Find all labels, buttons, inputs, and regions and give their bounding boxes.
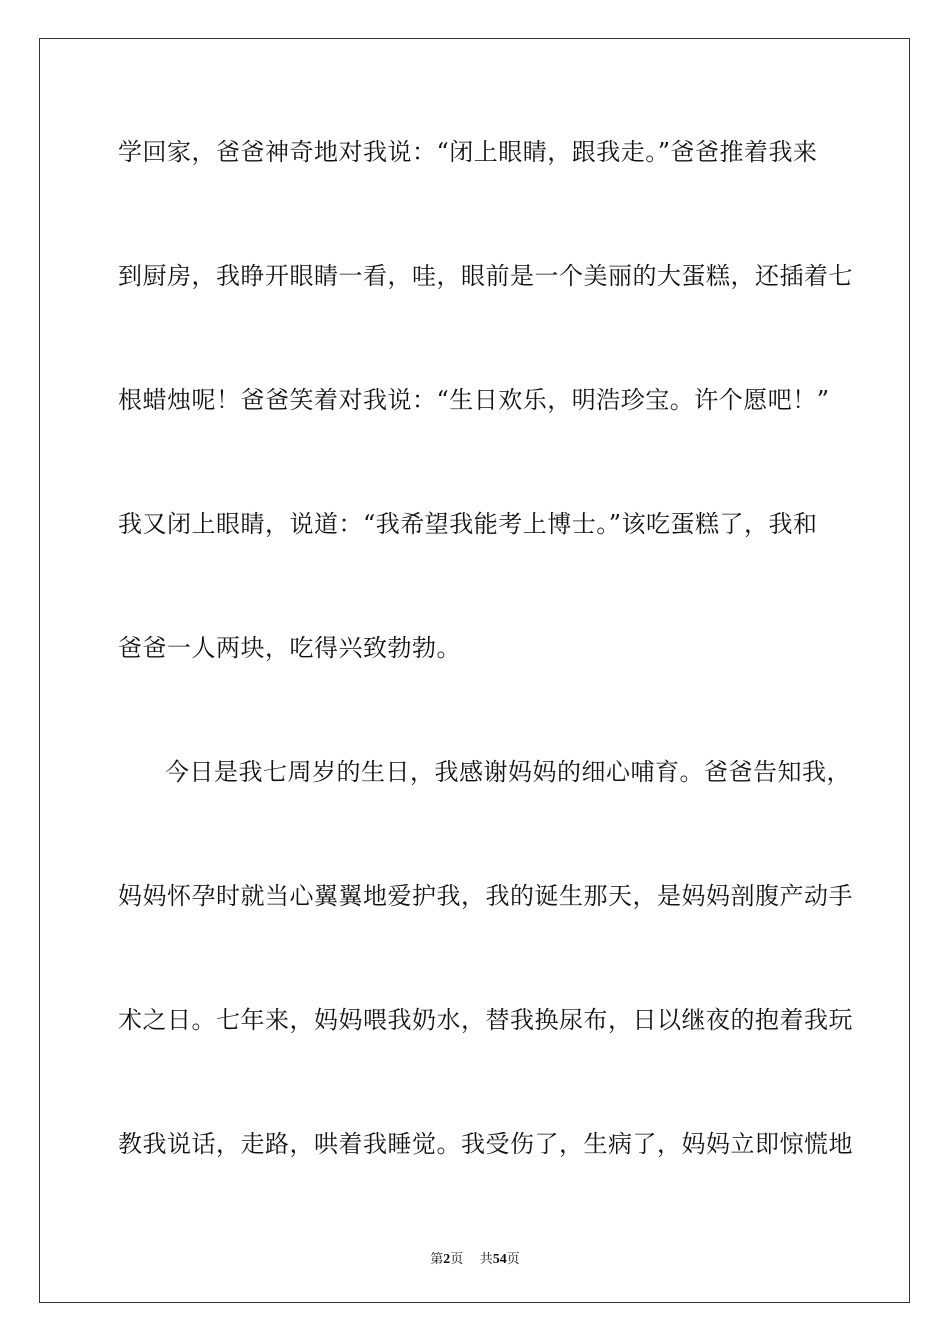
paragraph-line-3: 根蜡烛呢！爸爸笑着对我说：“生日欢乐，明浩珍宝。许个愿吧！” [118,386,830,414]
page-border [39,38,910,1303]
paragraph-line-6: 今日是我七周岁的生日，我感谢妈妈的细心哺育。爸爸告知我， [165,758,851,786]
paragraph-line-9: 教我说话，走路，哄着我睡觉。我受伤了，生病了，妈妈立即惊慌地 [118,1130,853,1158]
page-suffix: 页 [450,1252,464,1267]
paragraph-line-1: 学回家，爸爸神奇地对我说：“闭上眼睛，跟我走。”爸爸推着我来 [118,138,818,166]
page-footer [0,1248,950,1268]
paragraph-line-7: 妈妈怀孕时就当心翼翼地爱护我，我的诞生那天，是妈妈剖腹产动手 [118,882,853,910]
paragraph-line-4: 我又闭上眼睛，说道：“我希望我能考上博士。”该吃蛋糕了，我和 [118,510,818,538]
paragraph-line-2: 到厨房，我睁开眼睛一看，哇，眼前是一个美丽的大蛋糕，还插着七 [118,262,853,290]
paragraph-line-5: 爸爸一人两块，吃得兴致勃勃。 [118,634,461,662]
total-pages: 54 [492,1252,507,1267]
total-suffix: 页 [506,1252,520,1267]
page-number: 2 [443,1252,451,1267]
page-prefix: 第 [430,1252,444,1267]
total-prefix: 共 [479,1252,493,1267]
paragraph-line-8: 术之日。七年来，妈妈喂我奶水，替我换尿布，日以继夜的抱着我玩 [118,1006,853,1034]
